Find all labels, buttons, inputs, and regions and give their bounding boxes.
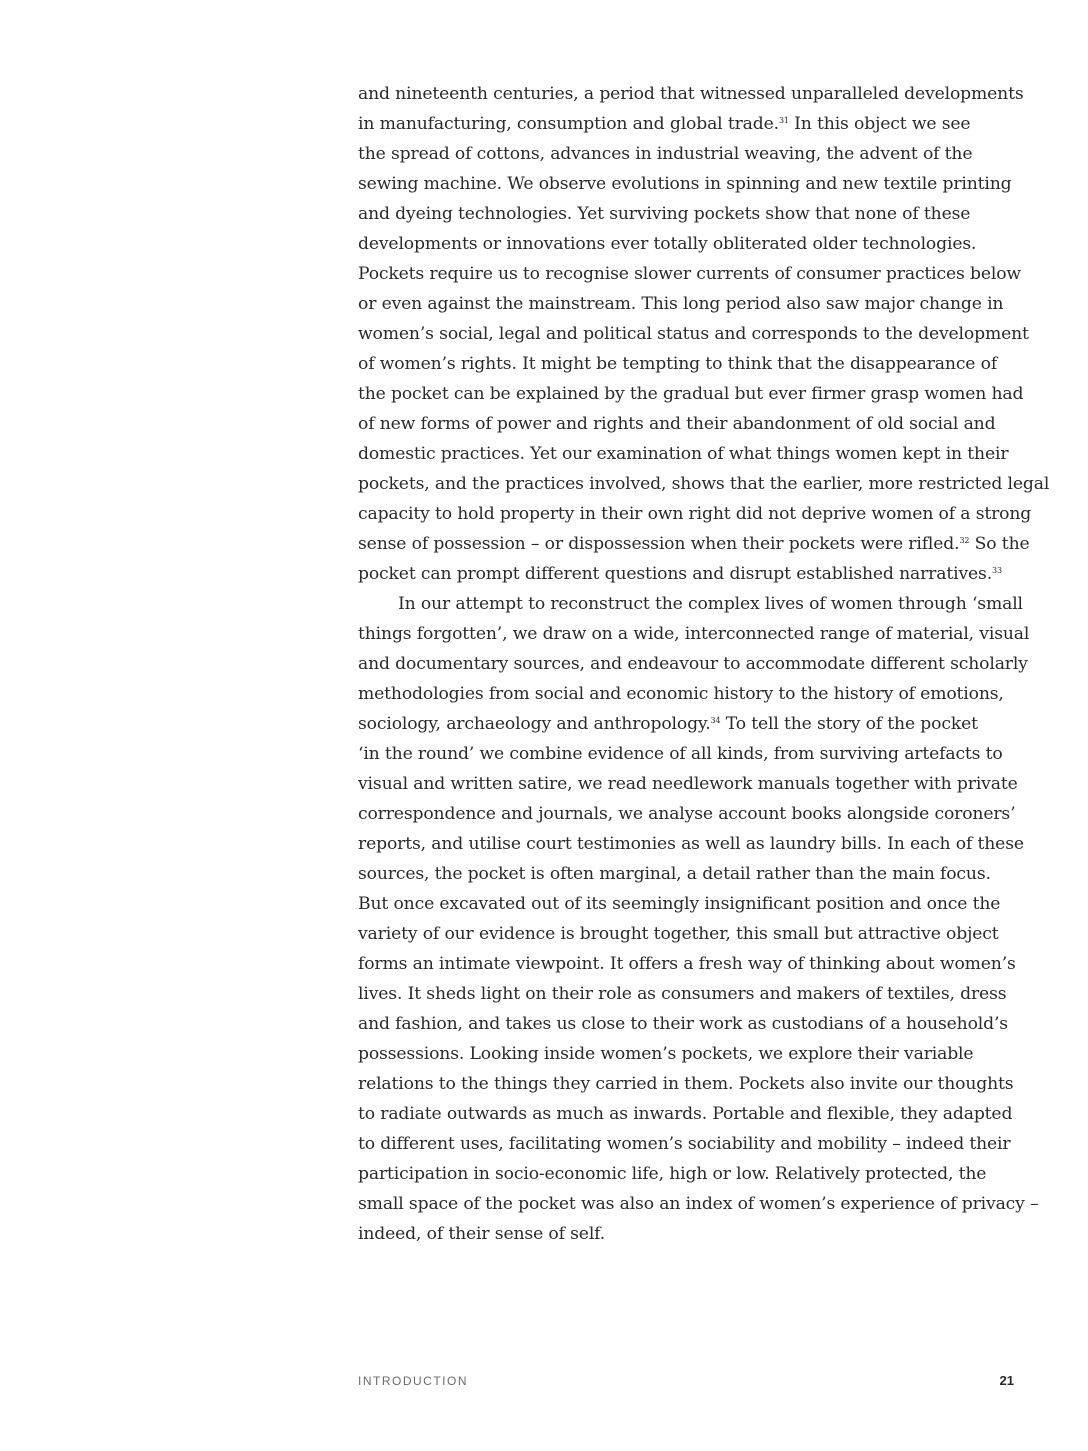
text-line	[358, 619, 1038, 649]
text-line	[358, 1159, 1038, 1189]
text-line-continuation: So the	[969, 534, 1030, 554]
text-line	[358, 1099, 1038, 1129]
text-line-content: developments or innovations ever totally obliterated older technologies.	[358, 234, 977, 254]
text-line-content: the spread of cottons, advances in industrial weaving, the advent of the	[358, 144, 973, 164]
running-footer-section: INTRODUCTION	[358, 1374, 468, 1388]
text-line	[358, 799, 1038, 829]
text-line	[358, 79, 1038, 109]
footnote-marker: 34	[710, 716, 721, 725]
text-line	[358, 679, 1038, 709]
page-number: 21	[999, 1373, 1014, 1388]
text-line-content: visual and written satire, we read needlework manuals together with private	[358, 774, 1018, 794]
text-line-content: to radiate outwards as much as inwards. Portable and flexible, they adapted	[358, 1104, 1013, 1124]
text-line-content: correspondence and journals, we analyse account books alongside coroners’	[358, 804, 1016, 824]
text-line-content: In our attempt to reconstruct the complex lives of women through ‘small	[398, 594, 1023, 614]
text-line	[358, 889, 1038, 919]
text-line	[358, 229, 1038, 259]
text-line-content: and nineteenth centuries, a period that witnessed unparalleled developments	[358, 84, 1024, 104]
text-line	[358, 709, 1038, 739]
text-line	[358, 469, 1050, 499]
text-line-content: to different uses, facilitating women’s sociability and mobility – indeed their	[358, 1134, 1011, 1154]
text-line	[358, 499, 1038, 529]
text-line	[358, 439, 1038, 469]
text-line	[358, 1189, 1038, 1219]
text-line-continuation: In this object we see	[788, 114, 971, 134]
text-line-content: and documentary sources, and endeavour to accommodate different scholarly	[358, 654, 1028, 674]
text-line-content: or even against the mainstream. This long period also saw major change in	[358, 294, 1004, 314]
text-line	[358, 769, 1038, 799]
text-line	[358, 259, 1038, 289]
text-line-content: and dyeing technologies. Yet surviving pockets show that none of these	[358, 204, 971, 224]
text-line	[358, 1009, 1038, 1039]
text-line-content: things forgotten’, we draw on a wide, interconnected range of material, visual	[358, 624, 1030, 644]
text-line	[358, 649, 1038, 679]
text-line	[358, 349, 1038, 379]
text-line-content: variety of our evidence is brought together, this small but attractive object	[358, 924, 999, 944]
text-line	[358, 1219, 1038, 1249]
footnote-marker: 32	[959, 536, 970, 545]
text-line	[358, 199, 1038, 229]
footnote-marker: 31	[778, 116, 789, 125]
text-line	[358, 829, 1038, 859]
text-line	[358, 139, 1038, 169]
text-line-content: domestic practices. Yet our examination of what things women kept in their	[358, 444, 1009, 464]
text-line-content: lives. It sheds light on their role as consumers and makers of textiles, dress	[358, 984, 1007, 1004]
text-line-content: the pocket can be explained by the gradual but ever firmer grasp women had	[358, 384, 1024, 404]
text-line-content: of new forms of power and rights and their abandonment of old social and	[358, 414, 996, 434]
text-line	[358, 289, 1038, 319]
text-line-content: pocket can prompt different questions and disrupt established narratives.	[358, 564, 993, 584]
text-line	[358, 979, 1038, 1009]
text-line-content: small space of the pocket was also an index of women’s experience of privacy –	[358, 1194, 1039, 1214]
text-line	[358, 379, 1038, 409]
text-line-content: pockets, and the practices involved, shows that the earlier, more restricted legal	[358, 474, 1050, 494]
text-line-content: sense of possession – or dispossession when their pockets were rifled.	[358, 534, 960, 554]
text-line	[358, 949, 1038, 979]
text-line-content: But once excavated out of its seemingly insignificant position and once the	[358, 894, 1001, 914]
text-line	[358, 559, 1038, 589]
text-line-content: of women’s rights. It might be tempting to think that the disappearance of	[358, 354, 998, 374]
text-line-content: Pockets require us to recognise slower currents of consumer practices below	[358, 264, 1021, 284]
text-line-content: capacity to hold property in their own right did not deprive women of a strong	[358, 504, 1032, 524]
text-line-content: reports, and utilise court testimonies as well as laundry bills. In each of these	[358, 834, 1024, 854]
text-line	[358, 1039, 1038, 1069]
text-line	[358, 109, 1038, 139]
text-line-content: forms an intimate viewpoint. It offers a fresh way of thinking about women’s	[358, 954, 1016, 974]
text-line-content: and fashion, and takes us close to their work as custodians of a household’s	[358, 1014, 1008, 1034]
text-line	[358, 859, 1038, 889]
text-line-content: sewing machine. We observe evolutions in spinning and new textile printing	[358, 174, 1012, 194]
text-line	[358, 409, 1038, 439]
text-line-continuation: To tell the story of the pocket	[720, 714, 978, 734]
footnote-marker: 33	[992, 566, 1002, 575]
text-line	[358, 589, 1038, 619]
body-text	[358, 79, 1050, 1249]
text-line-content: sources, the pocket is often marginal, a detail rather than the main focus.	[358, 864, 991, 884]
text-line-content: sociology, archaeology and anthropology.	[358, 714, 711, 734]
text-line-content: indeed, of their sense of self.	[358, 1224, 606, 1244]
text-line-content: participation in socio-economic life, high or low. Relatively protected, the	[358, 1164, 987, 1184]
text-line-content: women’s social, legal and political status and corresponds to the development	[358, 324, 1029, 344]
text-line-content: possessions. Looking inside women’s pockets, we explore their variable	[358, 1044, 974, 1064]
text-line	[358, 169, 1038, 199]
text-line-content: ‘in the round’ we combine evidence of all kinds, from surviving artefacts to	[358, 744, 1003, 764]
text-line	[358, 739, 1038, 769]
text-line	[358, 1069, 1038, 1099]
text-line	[358, 319, 1038, 349]
text-line	[358, 1129, 1038, 1159]
text-line	[358, 919, 1038, 949]
text-line-content: in manufacturing, consumption and global trade.	[358, 114, 779, 134]
text-line-content: methodologies from social and economic history to the history of emotions,	[358, 684, 1004, 704]
text-line	[358, 529, 1038, 559]
text-line-content: relations to the things they carried in them. Pockets also invite our thoughts	[358, 1074, 1014, 1094]
